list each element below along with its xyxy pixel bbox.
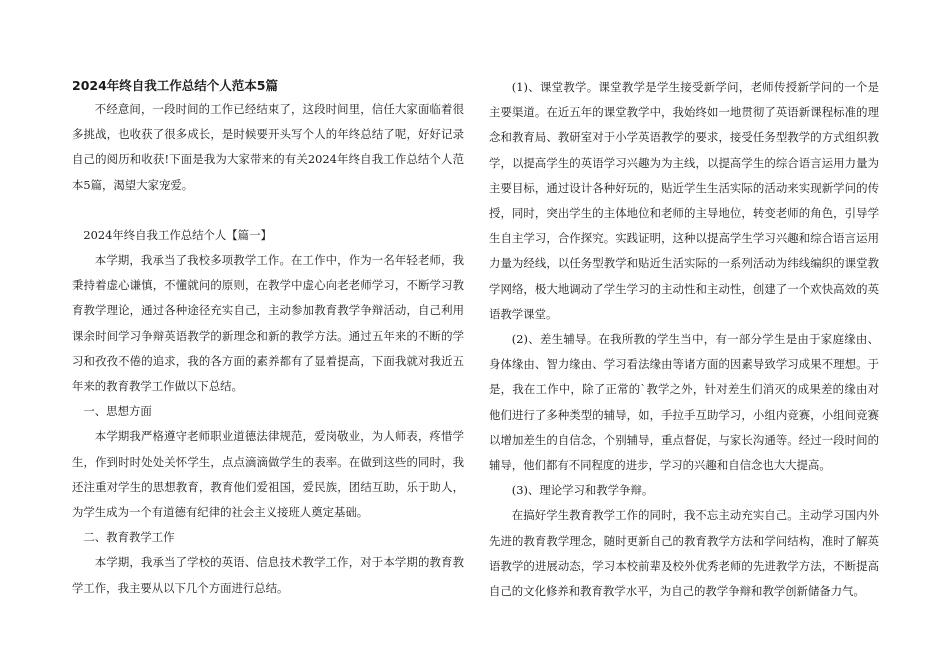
paragraph-classroom: (1)、课堂教学。课堂教学是学生接受新学问，老师传授新学问的一个是主要渠道。在近五年的课堂教学中，我始终如一地贯彻了英语新课程标准的理念和教育局、教研室对于小学英语教学的要求，接受任务型教学的方式组织教学，以提高学生的英语学习兴趣为为主线，以提高学生的综合语言运用力量为主要目标，通过设计各种好玩的，贴近学生生活实际的活动来实现新学问的传授，同时，突出学生的主体地位和老师的主导地位，转变老师的角色，引导学生自主学习，合作探究。实践证明，这种以提高学生学习兴趣和综合语言运用力量为经线，以任务型教学和贴近生活实际的一系列活动为纬线编织的课堂教学网络，极大地调动了学生学习的主动性和主动性，创建了一个欢快高效的英语教学课堂。 <box>489 80 879 321</box>
right-column <box>489 75 879 604</box>
heading-teaching: 二、教育教学工作 <box>83 530 175 545</box>
heading-theory: (3)、理论学习和教学争辩。 <box>511 483 654 498</box>
paragraph-3: 本学期，我承当了学校的英语、信息技术教学工作，对于本学期的教育教学工作，我主要从以下几个方面进行总结。 <box>72 555 464 595</box>
spacer <box>72 198 464 223</box>
paragraph-2: 本学期我严格遵守老师职业道德法律规范，爱岗敬业，为人师表，疼惜学生，作到时时处处关怀学生，点点滴滴做学生的表率。在做到这些的同时，我还注重对学生的思想教育，教育他们爱祖国，爱民族，团结互助，乐于助人，为学生成为一个有道德有纪律的社会主义接班人奠定基础。 <box>72 429 464 520</box>
paragraph-theory: 在搞好学生教育教学工作的同时，我不忘主动充实自己。主动学习国内外先进的教育教学理念，随时更新自己的教育教学方法和学问结构，准时了解英语教学的进展动态，学习本校前辈及校外优秀老师的先进教学方法，不断提高自己的文化修养和教育教学水平，为自己的教学争辩和教学创新储备力气。 <box>489 508 879 599</box>
section-title: 2024年终自我工作总结个人【篇一】 <box>83 227 272 242</box>
left-column <box>72 75 464 601</box>
heading-thought: 一、思想方面 <box>83 404 152 419</box>
document-title: 2024年终自我工作总结个人范本5篇 <box>72 78 278 93</box>
paragraph-1: 本学期，我承当了我校多项教学工作。在工作中，作为一名年轻老师，我秉持着虚心谦慎，不懂就问的原则，在教学中虚心向老老师学习，不断学习教育教学理论，通过各种途径充实自己，主动参加教育教学争辩活动，自己利用课余时间学习争辩英语教学的新理念和新的教学方法。通过五年来的不断的学习和孜孜不倦的追求，我的各方面的素养都有了显着提高，下面我就对我近五年来的教育教学工作做以下总结。 <box>72 253 464 394</box>
intro-paragraph: 不经意间，一段时间的工作已经结束了，这段时间里，信任大家面临着很多挑战，也收获了很多成长，是时候要开头写个人的年终总结了呢，好好记录自己的阅历和收获!下面是我为大家带来的有关2024年终自我工作总结个人范本5篇，渴望大家宠爱。 <box>72 102 464 192</box>
paragraph-tutoring: (2)、差生辅导。在我所教的学生当中，有一部分学生是由于家庭缘由、身体缘由、智力缘由、学习看法缘由等诸方面的因素导致学习成果不理想。于是，我在工作中，除了正常的`教学之外，针对差生们消灭的成果差的缘由对他们进行了多种类型的辅导，如，手拉手互助学习，小组内竞赛，小组间竞赛以增加差生的自信念，个别辅导，重点督促，与家长沟通等。经过一段时间的辅导，他们都有不同程度的进步，学习的兴趣和自信念也大大提高。 <box>489 332 879 473</box>
